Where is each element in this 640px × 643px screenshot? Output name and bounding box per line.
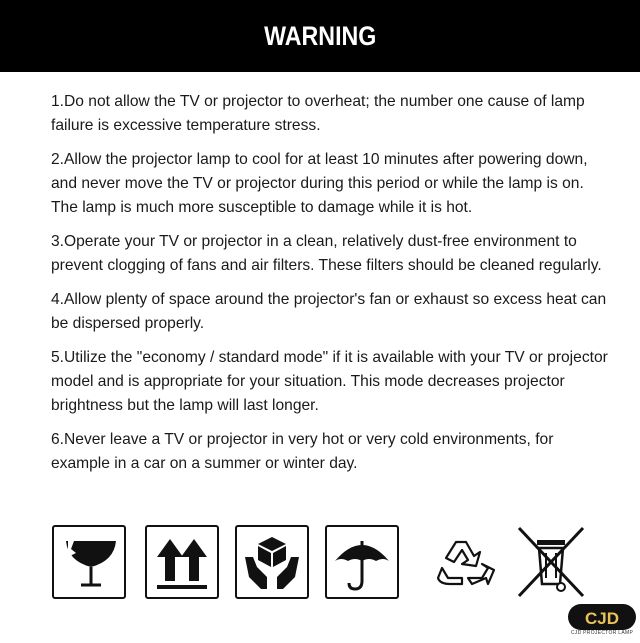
fragile-glass-icon <box>52 525 126 599</box>
warning-item-6: 6.Never leave a TV or projector in very hot or very cold environments, for example in a car on a summer or winter day. <box>51 431 554 472</box>
logo-tagline: CJD PROJECTOR LAMP <box>570 630 634 636</box>
warning-item-5: 5.Utilize the "economy / standard mode" if it is available with your TV or projector model and is appropriate for your situation. This mode decreases projector brightness but the lamp will last longer. <box>51 349 608 414</box>
crossed-out-wheelie-bin-icon <box>515 526 587 598</box>
warning-item-4: 4.Allow plenty of space around the projector's fan or exhaust so excess heat can be dispersed properly. <box>51 291 607 332</box>
keep-dry-umbrella-icon <box>325 525 399 599</box>
handle-with-care-icon <box>235 525 309 599</box>
warning-item-2: 2.Allow the projector lamp to cool for at least 10 minutes after powering down, and never move the TV or projector during this period or while the lamp is on. The lamp is much more susceptible to damage while it is hot. <box>51 151 588 216</box>
recycle-icon <box>432 532 496 596</box>
logo-mark: CJD <box>584 609 620 628</box>
warning-item-1: 1.Do not allow the TV or projector to overheat; the number one cause of lamp failure is excessive temperature stress. <box>51 93 585 134</box>
this-way-up-icon <box>145 525 219 599</box>
page-title: WARNING <box>263 20 377 51</box>
brand-logo <box>566 602 638 638</box>
warning-header <box>0 0 640 72</box>
warning-item-3: 3.Operate your TV or projector in a clean, relatively dust-free environment to prevent clogging of fans and air filters. These filters should be cleaned regularly. <box>51 233 602 274</box>
warning-list <box>51 90 611 486</box>
